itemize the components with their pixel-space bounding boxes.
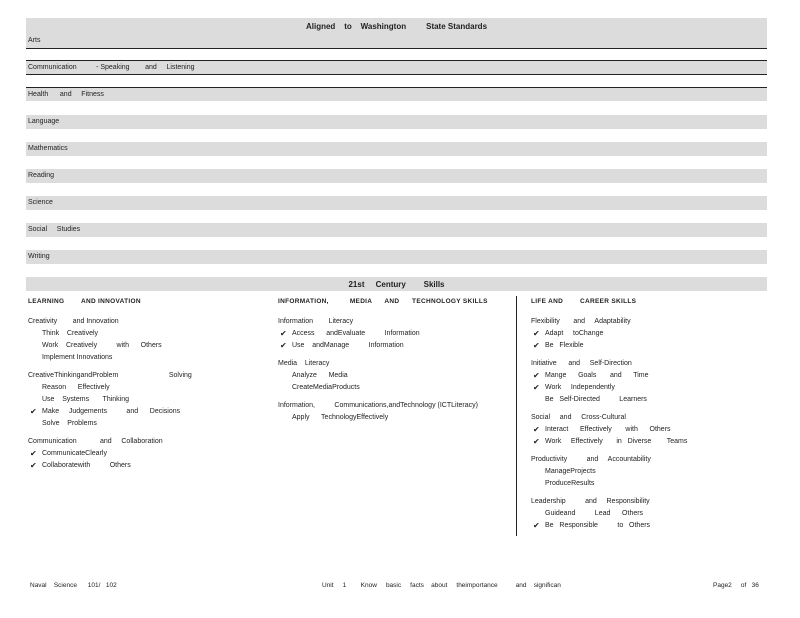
skill-item [531, 382, 767, 394]
skill-group [531, 454, 767, 490]
divider [26, 74, 767, 75]
skills-column-life-career [531, 296, 767, 538]
column-title: LEARNING AND INNOVATION [28, 298, 141, 305]
skill-item [531, 508, 767, 520]
skill-group-title: Initiative and Self-Direction [531, 360, 632, 367]
footer-course: Naval Science 101/ 102 [30, 582, 117, 589]
skill-item-label: Access andEvaluate Information [292, 330, 420, 337]
skill-item [531, 394, 767, 406]
skill-item [278, 370, 508, 382]
skill-group-title: Productivity and Accountability [531, 456, 651, 463]
skill-item [531, 328, 767, 340]
skill-item-label: Mange Goals and Time [545, 372, 649, 379]
skill-item [278, 412, 508, 424]
skill-group [531, 496, 767, 532]
skill-item-label: Apply TechnologyEffectively [292, 414, 389, 421]
skill-item [531, 370, 767, 382]
check-icon: ✔ [280, 329, 287, 338]
skill-item [28, 394, 268, 406]
standard-label-reading: Reading [28, 172, 55, 179]
standard-band [26, 142, 767, 156]
skill-group [278, 358, 508, 394]
skill-item-label: ManageProjects [545, 468, 596, 475]
skill-item-label: Be Responsible to Others [545, 522, 651, 529]
skill-item-label: Guideand Lead Others [545, 510, 644, 517]
skill-item [28, 448, 268, 460]
skill-item-label: Analyze Media [292, 372, 348, 379]
skill-group-title: CreativeThinkingandProblem Solving [28, 372, 192, 379]
check-icon: ✔ [533, 521, 540, 530]
skill-group-title: Communication and Collaboration [28, 438, 163, 445]
skills-header-title: 21st Century Skills [348, 280, 445, 289]
standard-label-communication: Communication - Speaking and Listening [28, 64, 195, 71]
skill-item [28, 328, 268, 340]
standards-header-title: Aligned to Washington State Standards [305, 22, 488, 31]
skill-group-title: Leadership and Responsibility [531, 498, 650, 505]
standard-band [26, 115, 767, 129]
skill-item [28, 460, 268, 472]
skills-column-information [278, 296, 508, 430]
skill-item-label: Implement Innovations [42, 354, 113, 361]
skill-item [531, 478, 767, 490]
skill-item [531, 340, 767, 352]
skill-item-label: Be Self-Directed Learners [545, 396, 647, 403]
skill-item-label: Reason Effectively [42, 384, 110, 391]
standard-band [26, 169, 767, 183]
skill-item-label: Think Creatively [42, 330, 99, 337]
standard-band [26, 250, 767, 264]
footer-page-number: Page2 of 36 [713, 582, 759, 589]
standard-band [26, 196, 767, 210]
skill-item-label: CommunicateClearly [42, 450, 107, 457]
standard-label-mathematics: Mathematics [28, 145, 68, 152]
skill-item [531, 520, 767, 532]
skill-item [531, 466, 767, 478]
column-title: LIFE AND CAREER SKILLS [531, 298, 637, 305]
skill-group [278, 316, 508, 352]
standard-label-social-studies: Social Studies [28, 226, 81, 233]
skill-group [531, 358, 767, 406]
skill-item-label: Use andManage Information [292, 342, 404, 349]
skill-group [278, 400, 508, 424]
check-icon: ✔ [533, 383, 540, 392]
skill-group-title: Information, Communications,andTechnology (ICTLiteracy) [278, 402, 478, 409]
skill-group-title: Media Literacy [278, 360, 330, 367]
skill-item-label: Be Flexible [545, 342, 584, 349]
skill-item-label: Interact Effectively with Others [545, 426, 671, 433]
skill-item-label: Use Systems Thinking [42, 396, 130, 403]
skill-item [531, 436, 767, 448]
skill-item [278, 328, 508, 340]
standard-label-health: Health and Fitness [28, 91, 104, 98]
skill-item-label: Work Creatively with Others [42, 342, 162, 349]
standard-band [26, 223, 767, 237]
skill-item-label: CreateMediaProducts [292, 384, 360, 391]
skill-group [531, 316, 767, 352]
skill-item [278, 340, 508, 352]
column-divider [516, 296, 517, 536]
skill-group [28, 370, 268, 430]
check-icon: ✔ [30, 461, 37, 470]
check-icon: ✔ [533, 329, 540, 338]
skill-group-title: Social and Cross-Cultural [531, 414, 626, 421]
skills-column-learning [28, 296, 268, 478]
check-icon: ✔ [280, 341, 287, 350]
standard-label-arts: Arts [28, 37, 41, 44]
check-icon: ✔ [533, 425, 540, 434]
footer-unit: Unit 1 Know basic facts about theimportance and significan [322, 582, 561, 589]
divider [26, 48, 767, 49]
skill-group-title: Creativity and Innovation [28, 318, 119, 325]
skill-group-title: Information Literacy [278, 318, 354, 325]
check-icon: ✔ [30, 449, 37, 458]
skill-item-label: Collaboratewith Others [42, 462, 131, 469]
column-title: INFORMATION, MEDIA AND TECHNOLOGY SKILLS [278, 298, 488, 305]
standard-label-writing: Writing [28, 253, 50, 260]
skill-item-label: Adapt toChange [545, 330, 604, 337]
skill-item [28, 382, 268, 394]
skill-item [28, 352, 268, 364]
skill-item-label: Make Judgements and Decisions [42, 408, 181, 415]
standard-label-language: Language [28, 118, 60, 125]
skill-item [28, 406, 268, 418]
skill-item-label: Work Independently [545, 384, 615, 391]
skill-group [28, 436, 268, 472]
skill-item-label: Work Effectively in Diverse Teams [545, 438, 688, 445]
standard-band [26, 88, 767, 101]
skill-item [278, 382, 508, 394]
check-icon: ✔ [533, 371, 540, 380]
check-icon: ✔ [533, 437, 540, 446]
skill-item-label: Solve Problems [42, 420, 97, 427]
skill-group [531, 412, 767, 448]
skill-item-label: ProduceResults [545, 480, 595, 487]
standard-label-science: Science [28, 199, 53, 206]
skill-item [28, 340, 268, 352]
check-icon: ✔ [30, 407, 37, 416]
check-icon: ✔ [533, 341, 540, 350]
skill-item [531, 424, 767, 436]
skill-group [28, 316, 268, 364]
skill-group-title: Flexibility and Adaptability [531, 318, 631, 325]
skill-item [28, 418, 268, 430]
